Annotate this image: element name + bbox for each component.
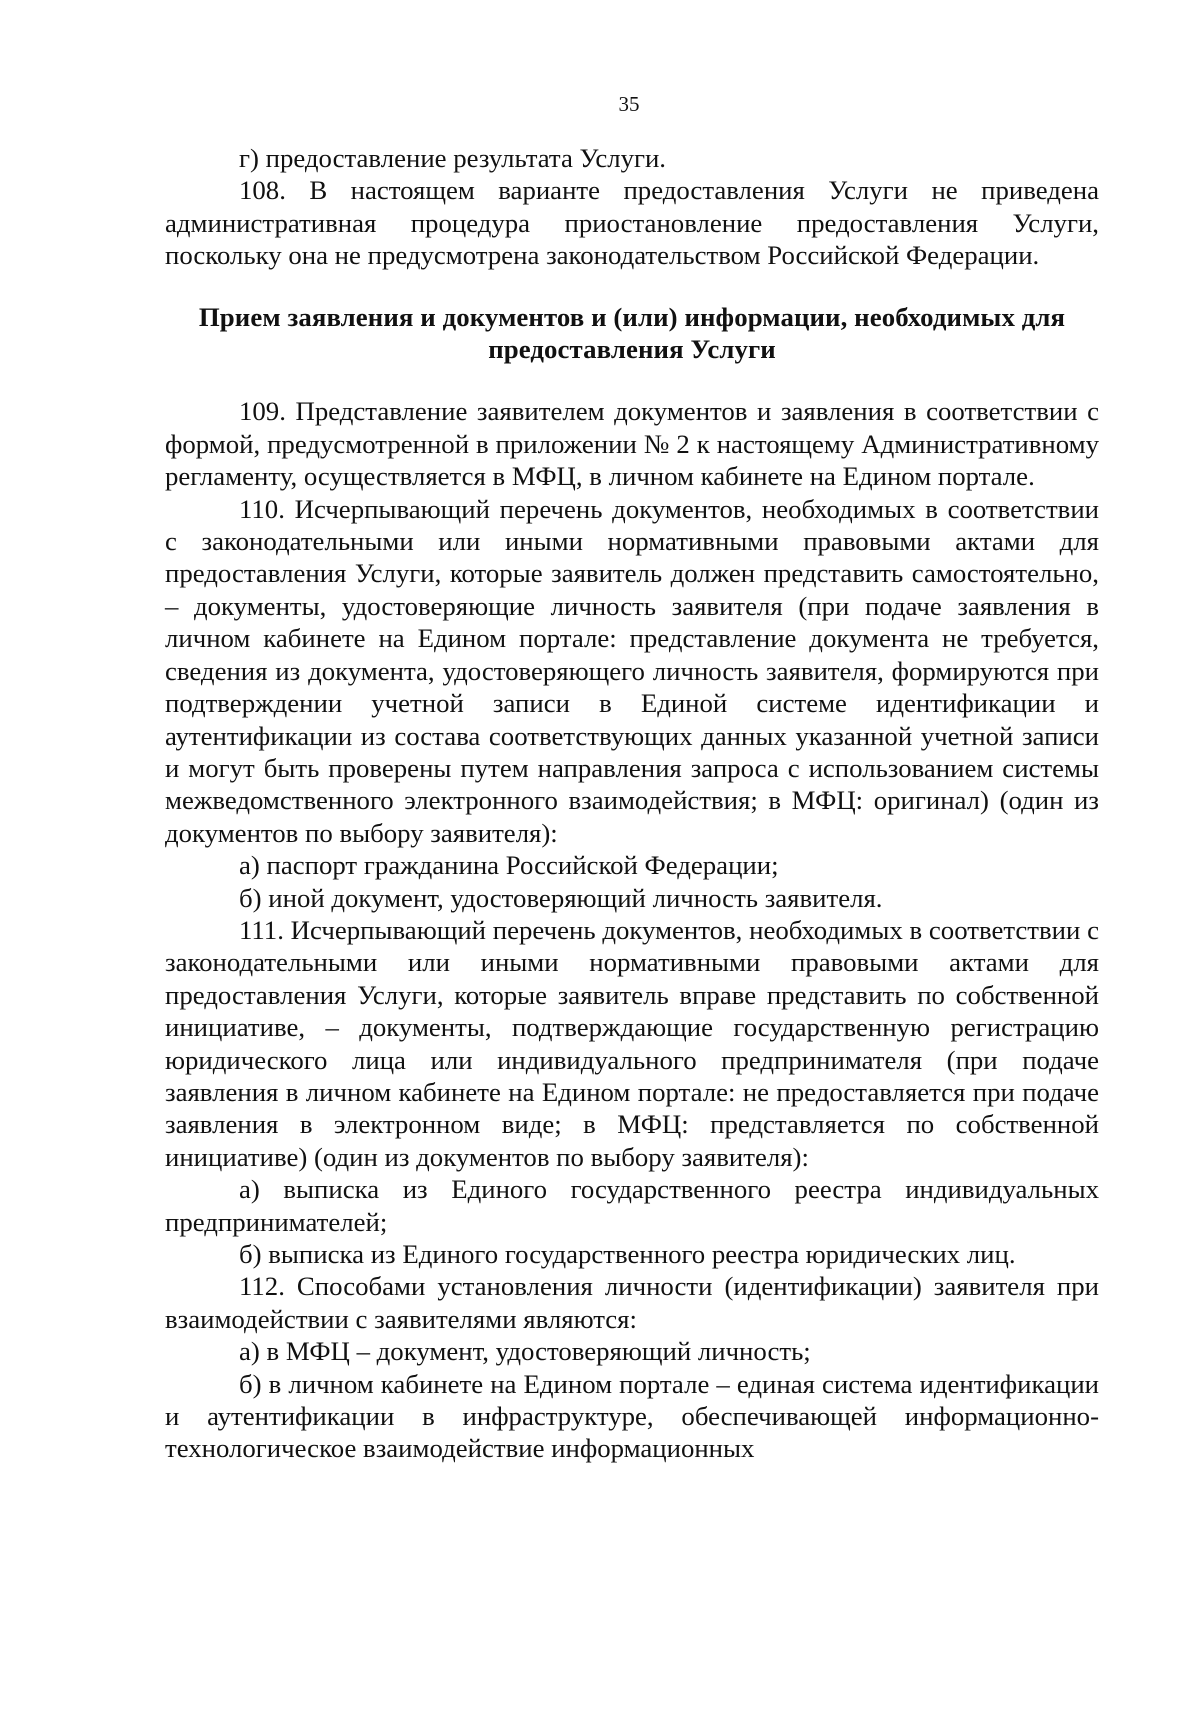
paragraph-112-item-a: а) в МФЦ – документ, удостоверяющий личность;	[239, 1336, 811, 1367]
paragraph-111-item-b: б) выписка из Единого государственного реестра юридических лиц.	[239, 1239, 1016, 1269]
paragraph-108: 108. В настоящем варианте предоставления Услуги не приведена административная процедура приостановление предоставления Услуги, поскольку она не предусмотрена законодательством Российской Федерации.	[165, 175, 1099, 271]
document-body	[165, 142, 1099, 1465]
paragraph-110-item-a: а) паспорт гражданина Российской Федерации;	[239, 850, 779, 881]
section-heading: Прием заявления и документов и (или) информации, необходимых для предоставления Услуги	[198, 301, 1066, 365]
paragraph-111-item-a: а) выписка из Единого государственного реестра индивидуальных предпринимателей;	[165, 1174, 1099, 1237]
page-number: 35	[618, 92, 640, 116]
paragraph-110-item-b: б) иной документ, удостоверяющий личность заявителя.	[239, 882, 883, 913]
paragraph-111: 111. Исчерпывающий перечень документов, необходимых в соответствии с законодательными или иными нормативными правовыми актами для предоставления Услуги, которые заявитель вправе представить по собственной инициативе, – документы, подтверждающие государственную регистрацию юридического лица или индивидуального предпринимателя (при подаче заявления в личном кабинете на Едином портале: не предоставляется при подаче заявления в электронном виде; в МФЦ: представляется по собственной инициативе) (один из документов по выбору заявителя):	[165, 914, 1099, 1172]
paragraph-109: 109. Представление заявителем документов и заявления в соответствии с формой, предусмотренной в приложении № 2 к настоящему Административному регламенту, осуществляется в МФЦ, в личном кабинете на Едином портале.	[165, 396, 1099, 492]
paragraph-112-item-b: б) в личном кабинете на Едином портале – единая система идентификации и аутентификации в инфраструктуре, обеспечивающей информационно-технологическое взаимодействие информационных	[165, 1368, 1099, 1464]
paragraph-110: 110. Исчерпывающий перечень документов, необходимых в соответствии с законодательными или иными нормативными правовыми актами для предоставления Услуги, которые заявитель должен представить самостоятельно, – документы, удостоверяющие личность заявителя (при подаче заявления в личном кабинете на Едином портале: представление документа не требуется, сведения из документа, удостоверяющего личность заявителя, формируются при подтверждении учетной записи в Единой системе идентификации и аутентификации из состава соответствующих данных указанной учетной записи и могут быть проверены путем направления запроса с использованием системы межведомственного электронного взаимодействия; в МФЦ: оригинал) (один из документов по выбору заявителя):	[165, 493, 1099, 848]
paragraph-112: 112. Способами установления личности (идентификации) заявителя при взаимодействии с заявителями являются:	[165, 1271, 1099, 1334]
paragraph-item-g: г) предоставление результата Услуги.	[239, 143, 667, 173]
